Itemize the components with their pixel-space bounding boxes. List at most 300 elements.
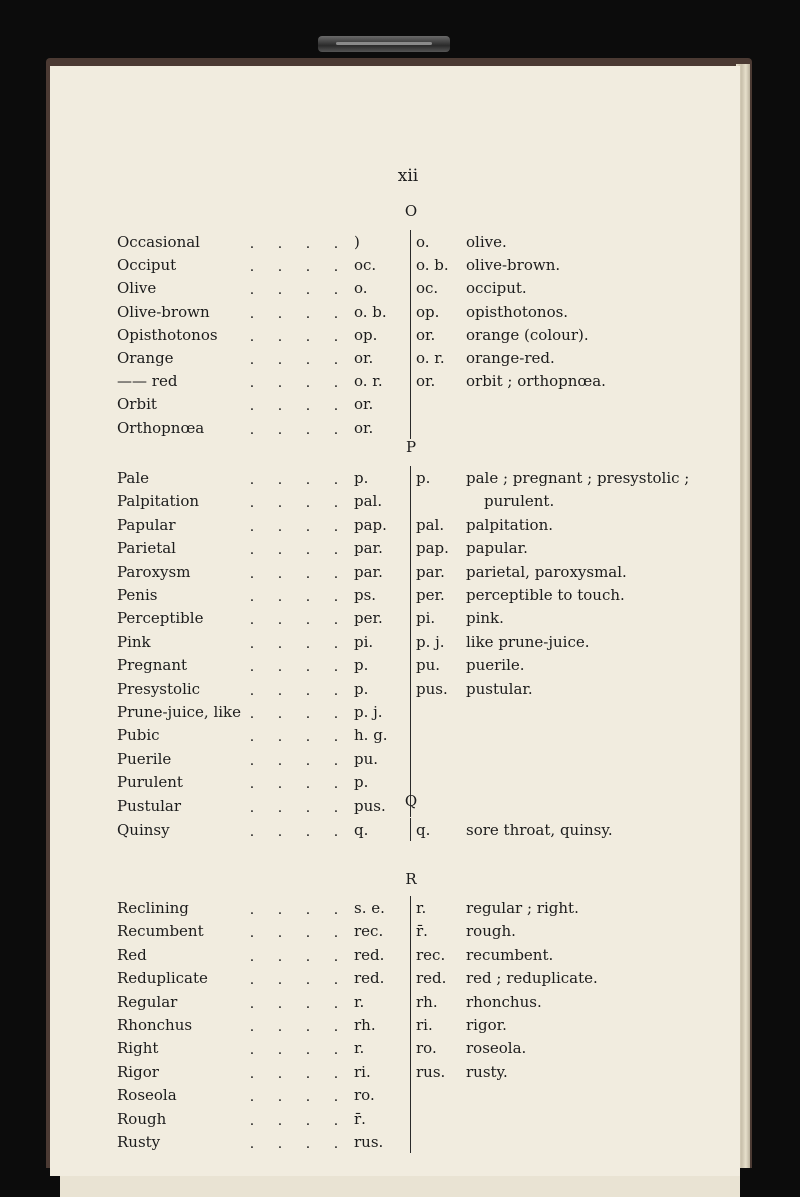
key-meaning: orbit ; orthopnœa.	[466, 372, 606, 391]
leader-dot: .	[249, 659, 255, 676]
leader-dot: .	[305, 925, 311, 942]
leader-dot: .	[305, 824, 311, 840]
index-term: Palpitation	[117, 492, 200, 511]
dot-leader	[238, 418, 350, 438]
abbreviation: per.	[354, 609, 383, 628]
leader-dot: .	[277, 1089, 283, 1106]
leader-dot: .	[249, 472, 255, 488]
leader-dot: .	[277, 1065, 283, 1082]
leader-dot: .	[333, 328, 339, 345]
index-term: —— red	[117, 372, 178, 391]
leader-dot: .	[305, 421, 311, 438]
leader-dot: .	[277, 706, 283, 722]
leader-dot: .	[305, 518, 311, 535]
abbreviation: oc.	[354, 256, 377, 275]
leader-dot: .	[249, 398, 255, 415]
leader-dot: .	[277, 352, 283, 368]
dot-leader	[238, 608, 350, 628]
leader-dot: .	[277, 421, 283, 438]
abbreviation: r̄.	[354, 1109, 366, 1128]
leader-dot: .	[333, 682, 339, 699]
abbreviation: o.	[354, 279, 368, 298]
key-abbreviation: o. r.	[416, 349, 445, 367]
leader-dot: .	[249, 565, 255, 582]
abbreviation: r.	[354, 992, 365, 1011]
abbreviation: rec.	[354, 922, 384, 941]
abbreviation: pus.	[354, 796, 386, 815]
leader-dot: .	[305, 472, 311, 488]
leader-dot: .	[333, 706, 339, 722]
abbreviation: h. g.	[354, 726, 388, 745]
index-term: Perceptible	[117, 609, 204, 628]
dot-leader	[238, 371, 350, 391]
abbreviation: ro.	[354, 1086, 375, 1105]
dot-leader	[238, 562, 350, 582]
leader-dot: .	[305, 236, 311, 252]
leader-dot: .	[249, 972, 255, 989]
abbreviation: red.	[354, 945, 385, 964]
dot-leader	[238, 992, 350, 1012]
key-abbreviation: or.	[416, 372, 436, 391]
leader-dot: .	[277, 282, 283, 299]
leader-dot: .	[305, 565, 311, 582]
leader-dot: .	[305, 328, 311, 345]
abbreviation: p. j.	[354, 703, 383, 721]
leader-dot: .	[333, 1136, 339, 1152]
leader-dot: .	[305, 305, 311, 322]
key-abbreviation: oc.	[416, 279, 439, 298]
dot-leader	[238, 1132, 350, 1152]
leader-dot: .	[333, 612, 339, 629]
leader-dot: .	[249, 925, 255, 942]
key-abbreviation: pu.	[416, 656, 441, 675]
abbreviation: pap.	[354, 515, 387, 534]
leader-dot: .	[249, 635, 255, 652]
leader-dot: .	[333, 1042, 339, 1059]
leader-dot: .	[249, 995, 255, 1012]
leader-dot: .	[305, 375, 311, 392]
leader-dot: .	[249, 729, 255, 746]
leader-dot: .	[277, 948, 283, 965]
key-meaning: occiput.	[466, 279, 527, 298]
dot-leader	[238, 302, 350, 322]
leader-dot: .	[277, 1042, 283, 1059]
leader-dot: .	[333, 972, 339, 989]
leader-dot: .	[277, 518, 283, 535]
leader-dot: .	[333, 635, 339, 652]
key-meaning: purulent.	[484, 492, 555, 511]
abbreviation: o. b.	[354, 302, 387, 321]
key-meaning: roseola.	[466, 1039, 527, 1058]
leader-dot: .	[333, 824, 339, 840]
leader-dot: .	[333, 589, 339, 605]
index-term: Occasional	[117, 233, 200, 251]
leader-dot: .	[333, 1112, 339, 1129]
index-term: Rough	[117, 1109, 167, 1128]
dot-leader	[238, 1109, 350, 1129]
key-abbreviation: or.	[416, 325, 436, 344]
leader-dot: .	[277, 589, 283, 605]
key-abbreviation: p.	[416, 469, 431, 487]
key-abbreviation: red.	[416, 969, 447, 988]
index-term: Regular	[117, 992, 178, 1011]
leader-dot: .	[333, 995, 339, 1012]
leader-dot: .	[333, 1065, 339, 1082]
section-heading-q: Q	[404, 792, 418, 810]
leader-dot: .	[277, 236, 283, 252]
abbreviation: p.	[354, 656, 369, 675]
index-term: Pubic	[117, 726, 160, 745]
key-meaning: olive-brown.	[466, 256, 561, 275]
leader-dot: .	[249, 682, 255, 699]
leader-dot: .	[277, 995, 283, 1012]
leader-dot: .	[249, 589, 255, 605]
dot-leader	[238, 796, 350, 816]
leader-dot: .	[305, 589, 311, 605]
leader-dot: .	[333, 902, 339, 918]
leader-dot: .	[249, 776, 255, 793]
index-term: Recumbent	[117, 922, 204, 941]
leader-dot: .	[333, 259, 339, 276]
index-term: Rigor	[117, 1062, 159, 1081]
index-term: Orthopnœa	[117, 418, 205, 437]
dot-leader	[238, 325, 350, 345]
dot-leader	[238, 1085, 350, 1105]
leader-dot: .	[249, 799, 255, 816]
key-meaning: orange-red.	[466, 349, 555, 367]
leader-dot: .	[305, 1019, 311, 1035]
column-divider	[410, 230, 411, 439]
leader-dot: .	[249, 752, 255, 769]
leader-dot: .	[305, 776, 311, 793]
leader-dot: .	[249, 1136, 255, 1152]
leader-dot: .	[249, 282, 255, 299]
leader-dot: .	[333, 799, 339, 816]
leader-dot: .	[305, 495, 311, 512]
key-meaning: puerile.	[466, 656, 525, 675]
key-meaning: orange (colour).	[466, 325, 589, 344]
index-term: Roseola	[117, 1086, 177, 1105]
leader-dot: .	[305, 1042, 311, 1059]
abbreviation: q.	[354, 821, 369, 839]
key-meaning: palpitation.	[466, 515, 553, 534]
leader-dot: .	[249, 542, 255, 559]
leader-dot: .	[305, 259, 311, 276]
key-abbreviation: pi.	[416, 609, 436, 628]
dot-leader	[238, 255, 350, 275]
key-abbreviation: pus.	[416, 679, 448, 698]
dot-leader	[238, 348, 350, 368]
key-meaning: rhonchus.	[466, 992, 542, 1011]
leader-dot: .	[277, 824, 283, 840]
dot-leader	[238, 702, 350, 722]
leader-dot: .	[277, 1112, 283, 1129]
abbreviation: ps.	[354, 586, 377, 604]
leader-dot: .	[333, 1089, 339, 1106]
dot-leader	[238, 1062, 350, 1082]
leader-dot: .	[333, 305, 339, 322]
leader-dot: .	[277, 495, 283, 512]
abbreviation: par.	[354, 562, 383, 581]
leader-dot: .	[305, 1136, 311, 1152]
dot-leader	[238, 468, 350, 488]
index-term: Reduplicate	[117, 969, 208, 988]
book-page	[50, 66, 740, 1176]
leader-dot: .	[333, 421, 339, 438]
key-abbreviation: rus.	[416, 1062, 446, 1081]
abbreviation: s. e.	[354, 899, 385, 917]
key-abbreviation: rh.	[416, 992, 438, 1011]
leader-dot: .	[305, 398, 311, 415]
abbreviation: p.	[354, 773, 369, 792]
key-meaning: perceptible to touch.	[466, 586, 625, 604]
dot-leader	[238, 772, 350, 792]
dot-leader	[238, 491, 350, 511]
index-term: Reclining	[117, 899, 189, 917]
leader-dot: .	[249, 518, 255, 535]
dot-leader	[238, 725, 350, 745]
dot-leader	[238, 1015, 350, 1035]
key-abbreviation: par.	[416, 562, 445, 581]
leader-dot: .	[277, 305, 283, 322]
key-abbreviation: p. j.	[416, 632, 445, 651]
index-term: Parietal	[117, 539, 176, 558]
leader-dot: .	[277, 1019, 283, 1035]
leader-dot: .	[333, 398, 339, 415]
dot-leader	[238, 515, 350, 535]
leader-dot: .	[305, 948, 311, 965]
dot-leader	[238, 394, 350, 414]
leader-dot: .	[305, 972, 311, 989]
key-abbreviation: rec.	[416, 945, 446, 964]
index-term: Prune-juice, like	[117, 703, 242, 721]
leader-dot: .	[333, 518, 339, 535]
abbreviation: op.	[354, 325, 378, 344]
key-abbreviation: r.	[416, 899, 427, 917]
leader-dot: .	[333, 472, 339, 488]
leader-dot: .	[277, 398, 283, 415]
abbreviation: p.	[354, 679, 369, 698]
leader-dot: .	[305, 752, 311, 769]
key-meaning: pale ; pregnant ; presystolic ;	[466, 469, 690, 487]
leader-dot: .	[249, 259, 255, 276]
leader-dot: .	[305, 1089, 311, 1106]
index-term: Penis	[117, 586, 158, 604]
abbreviation: pal.	[354, 492, 383, 511]
column-divider	[410, 466, 411, 817]
leader-dot: .	[249, 948, 255, 965]
key-abbreviation: q.	[416, 821, 431, 839]
index-term: Puerile	[117, 749, 172, 768]
key-meaning: sore throat, quinsy.	[466, 821, 613, 839]
index-term: Pink	[117, 632, 151, 651]
abbreviation: or.	[354, 395, 374, 414]
leader-dot: .	[277, 659, 283, 676]
abbreviation: p.	[354, 469, 369, 487]
dot-leader	[238, 921, 350, 941]
section-heading-o: O	[404, 202, 418, 220]
column-divider	[410, 818, 411, 841]
key-meaning: olive.	[466, 233, 507, 251]
leader-dot: .	[305, 542, 311, 559]
leader-dot: .	[333, 925, 339, 942]
leader-dot: .	[305, 682, 311, 699]
index-term: Occiput	[117, 256, 177, 275]
abbreviation: )	[354, 233, 360, 251]
abbreviation: pu.	[354, 749, 379, 768]
index-term: Pale	[117, 469, 150, 487]
index-term: Rusty	[117, 1133, 161, 1151]
key-meaning: pustular.	[466, 679, 533, 698]
leader-dot: .	[277, 375, 283, 392]
leader-dot: .	[305, 659, 311, 676]
key-abbreviation: op.	[416, 302, 440, 321]
key-meaning: rusty.	[466, 1062, 508, 1081]
dot-leader	[238, 820, 350, 840]
leader-dot: .	[333, 565, 339, 582]
leader-dot: .	[333, 282, 339, 299]
leader-dot: .	[277, 776, 283, 793]
key-meaning: parietal, paroxysmal.	[466, 562, 627, 581]
dot-leader	[238, 585, 350, 605]
leader-dot: .	[333, 236, 339, 252]
leader-dot: .	[249, 1019, 255, 1035]
index-term: Papular	[117, 515, 176, 534]
leader-dot: .	[249, 236, 255, 252]
leader-dot: .	[249, 1042, 255, 1059]
key-meaning: rough.	[466, 922, 516, 941]
index-term: Pustular	[117, 796, 182, 815]
abbreviation: or.	[354, 349, 374, 367]
abbreviation: ri.	[354, 1062, 371, 1081]
leader-dot: .	[277, 542, 283, 559]
leader-dot: .	[277, 259, 283, 276]
leader-dot: .	[277, 752, 283, 769]
dot-leader	[238, 1038, 350, 1058]
section-heading-r: R	[405, 870, 417, 888]
key-meaning: rigor.	[466, 1016, 507, 1034]
leader-dot: .	[249, 305, 255, 322]
abbreviation: par.	[354, 539, 383, 558]
leader-dot: .	[333, 1019, 339, 1035]
abbreviation: r.	[354, 1039, 365, 1058]
dot-leader	[238, 945, 350, 965]
leader-dot: .	[277, 902, 283, 918]
leader-dot: .	[333, 752, 339, 769]
leader-dot: .	[249, 1089, 255, 1106]
dot-leader	[238, 278, 350, 298]
leader-dot: .	[333, 729, 339, 746]
dot-leader	[238, 968, 350, 988]
leader-dot: .	[277, 799, 283, 816]
leader-dot: .	[333, 495, 339, 512]
leader-dot: .	[249, 824, 255, 840]
leader-dot: .	[333, 352, 339, 368]
leader-dot: .	[277, 682, 283, 699]
section-heading-p: P	[405, 438, 417, 456]
dot-leader	[238, 749, 350, 769]
leader-dot: .	[333, 948, 339, 965]
leader-dot: .	[277, 565, 283, 582]
leader-dot: .	[249, 328, 255, 345]
index-term: Rhonchus	[117, 1016, 193, 1034]
index-term: Purulent	[117, 773, 183, 792]
index-term: Paroxysm	[117, 562, 191, 581]
leader-dot: .	[249, 495, 255, 512]
leader-dot: .	[249, 706, 255, 722]
leader-dot: .	[333, 542, 339, 559]
leader-dot: .	[249, 375, 255, 392]
dot-leader	[238, 679, 350, 699]
leader-dot: .	[305, 612, 311, 629]
leader-dot: .	[277, 328, 283, 345]
key-meaning: red ; reduplicate.	[466, 969, 598, 988]
leader-dot: .	[249, 612, 255, 629]
page-number: xii	[397, 166, 419, 186]
leader-dot: .	[305, 282, 311, 299]
leader-dot: .	[249, 352, 255, 368]
key-abbreviation: o. b.	[416, 256, 449, 275]
dot-leader	[238, 632, 350, 652]
abbreviation: red.	[354, 969, 385, 988]
abbreviation: pi.	[354, 632, 374, 651]
index-term: Olive-brown	[117, 302, 210, 321]
binder-clip	[318, 36, 450, 52]
leader-dot: .	[305, 902, 311, 918]
leader-dot: .	[305, 799, 311, 816]
key-meaning: like prune-juice.	[466, 632, 590, 651]
leader-dot: .	[333, 375, 339, 392]
index-term: Orange	[117, 349, 174, 367]
key-abbreviation: r̄.	[416, 922, 428, 941]
index-term: Quinsy	[117, 821, 170, 839]
abbreviation: rh.	[354, 1016, 376, 1034]
dot-leader	[238, 898, 350, 918]
abbreviation: rus.	[354, 1133, 384, 1151]
key-meaning: papular.	[466, 539, 528, 558]
column-divider	[410, 896, 411, 1153]
index-term: Opisthotonos	[117, 325, 218, 344]
key-meaning: regular ; right.	[466, 899, 579, 917]
key-abbreviation: ro.	[416, 1039, 437, 1058]
index-term: Red	[117, 945, 147, 964]
index-term: Olive	[117, 279, 157, 298]
leader-dot: .	[333, 659, 339, 676]
key-abbreviation: ri.	[416, 1016, 433, 1034]
leader-dot: .	[305, 1112, 311, 1129]
leader-dot: .	[277, 612, 283, 629]
abbreviation: o. r.	[354, 372, 383, 391]
key-abbreviation: pap.	[416, 539, 449, 558]
key-abbreviation: pal.	[416, 515, 445, 534]
index-term: Presystolic	[117, 679, 201, 698]
key-meaning: pink.	[466, 609, 504, 628]
dot-leader	[238, 232, 350, 252]
dot-leader	[238, 655, 350, 675]
key-meaning: opisthotonos.	[466, 302, 569, 321]
index-term: Right	[117, 1039, 159, 1058]
index-term: Pregnant	[117, 656, 188, 675]
leader-dot: .	[277, 1136, 283, 1152]
leader-dot: .	[305, 995, 311, 1012]
leader-dot: .	[249, 1112, 255, 1129]
leader-dot: .	[333, 776, 339, 793]
leader-dot: .	[249, 421, 255, 438]
leader-dot: .	[277, 635, 283, 652]
leader-dot: .	[277, 472, 283, 488]
leader-dot: .	[305, 729, 311, 746]
leader-dot: .	[305, 352, 311, 368]
